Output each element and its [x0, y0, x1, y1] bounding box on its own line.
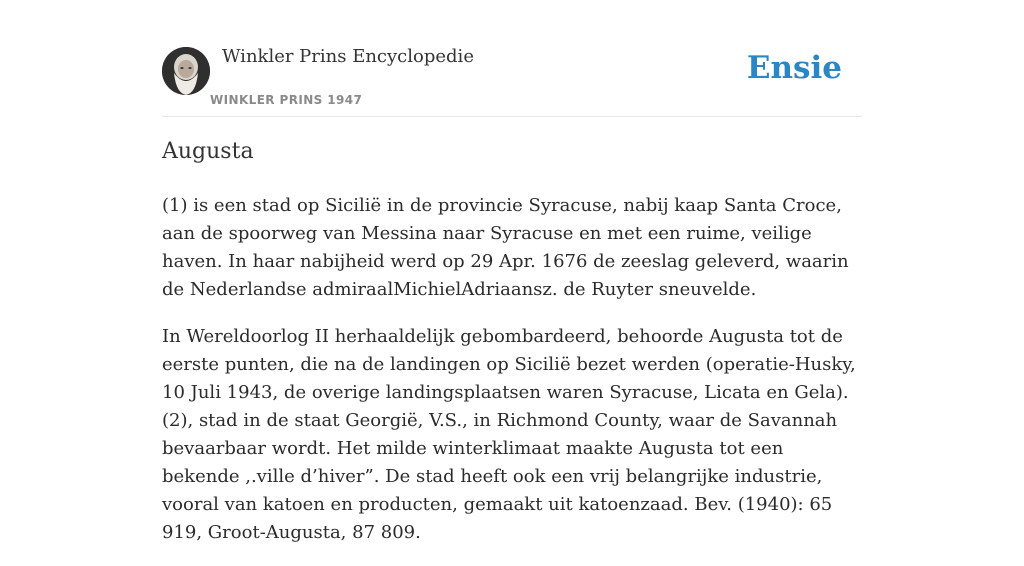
site-title[interactable]: Winkler Prins Encyclopedie: [222, 46, 474, 67]
portrait-image: [162, 47, 210, 95]
site-subtitle[interactable]: WINKLER PRINS 1947: [210, 93, 363, 107]
author-avatar[interactable]: [162, 47, 210, 95]
article-title: Augusta: [162, 139, 254, 164]
article-body: [162, 192, 864, 566]
brand-logo[interactable]: Ensie: [746, 50, 842, 86]
article-paragraph: (1) is een stad op Sicilië in de provincie Syracuse, nabij kaap Santa Croce, aan de spoorweg van Messina naar Syracuse en met een ruime, veilige haven. In haar nabijheid werd op 29 Apr. 1676 de zeeslag geleverd, waarin de Nederlandse admiraalMichielAdriaansz. de Ruyter sneuvelde.: [162, 195, 849, 300]
site-header: [162, 46, 862, 117]
article-paragraph: In Wereldoorlog II herhaaldelijk gebombardeerd, behoorde Augusta tot de eerste punten, die na de landingen op Sicilië bezet werden (operatie-Husky, 10 Juli 1943, de overige landingsplaatsen waren Syracuse, Licata en Gela).(2), stad in de staat Georgië, V.S., in Richmond County, waar de Savannah bevaarbaar wordt. Het milde winterklimaat maakte Augusta tot een bekende ,.ville d’hiver”. De stad heeft ook een vrij belangrijke industrie, vooral van katoen en producten, gemaakt uit katoenzaad. Bev. (1940): 65 919, Groot-Augusta, 87 809.: [162, 326, 856, 543]
